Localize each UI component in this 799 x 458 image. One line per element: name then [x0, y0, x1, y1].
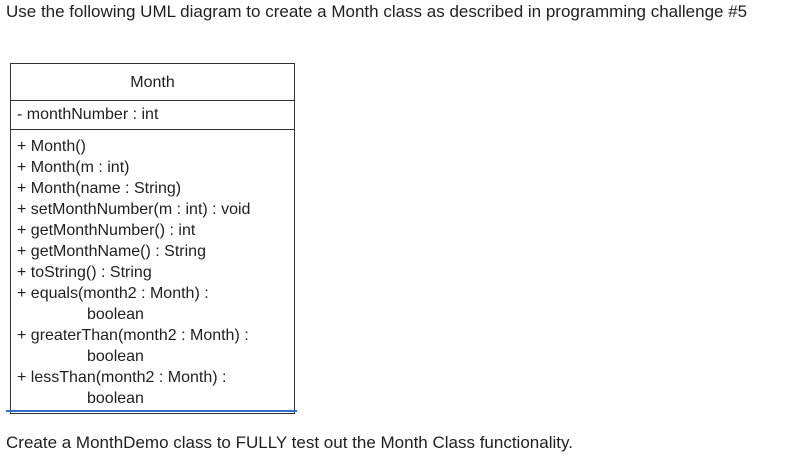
uml-method-get-month-number: + getMonthNumber() : int: [17, 222, 196, 239]
uml-attribute-month-number: - monthNumber : int: [17, 106, 159, 123]
uml-class-diagram: [10, 63, 295, 414]
uml-methods-compartment: [11, 130, 294, 413]
uml-method-constructor-string: + Month(name : String): [17, 180, 182, 197]
outro-text: Create a MonthDemo class to FULLY test out the Month Class functionality.: [6, 433, 573, 452]
intro-text: Use the following UML diagram to create a Month class as described in programming challenge #5: [6, 2, 748, 21]
uml-method-equals: + equals(month2 : Month) :: [17, 285, 209, 302]
uml-method-get-month-name: + getMonthName() : String: [17, 243, 206, 260]
uml-method-less-than: + lessThan(month2 : Month) :: [17, 369, 227, 386]
uml-method-constructor-int: + Month(m : int): [17, 159, 130, 176]
uml-method-less-than-return: boolean: [87, 390, 144, 407]
uml-class-name: Month: [11, 64, 294, 101]
uml-method-greater-than-return: boolean: [87, 348, 144, 365]
uml-method-equals-return: boolean: [87, 306, 144, 323]
uml-attributes-compartment: [11, 101, 294, 130]
uml-method-greater-than: + greaterThan(month2 : Month) :: [17, 327, 249, 344]
uml-method-constructor-default: + Month(): [17, 138, 86, 155]
uml-method-set-month-number: + setMonthNumber(m : int) : void: [17, 201, 251, 218]
uml-bottom-rule: [6, 410, 297, 412]
uml-method-to-string: + toString() : String: [17, 264, 152, 281]
